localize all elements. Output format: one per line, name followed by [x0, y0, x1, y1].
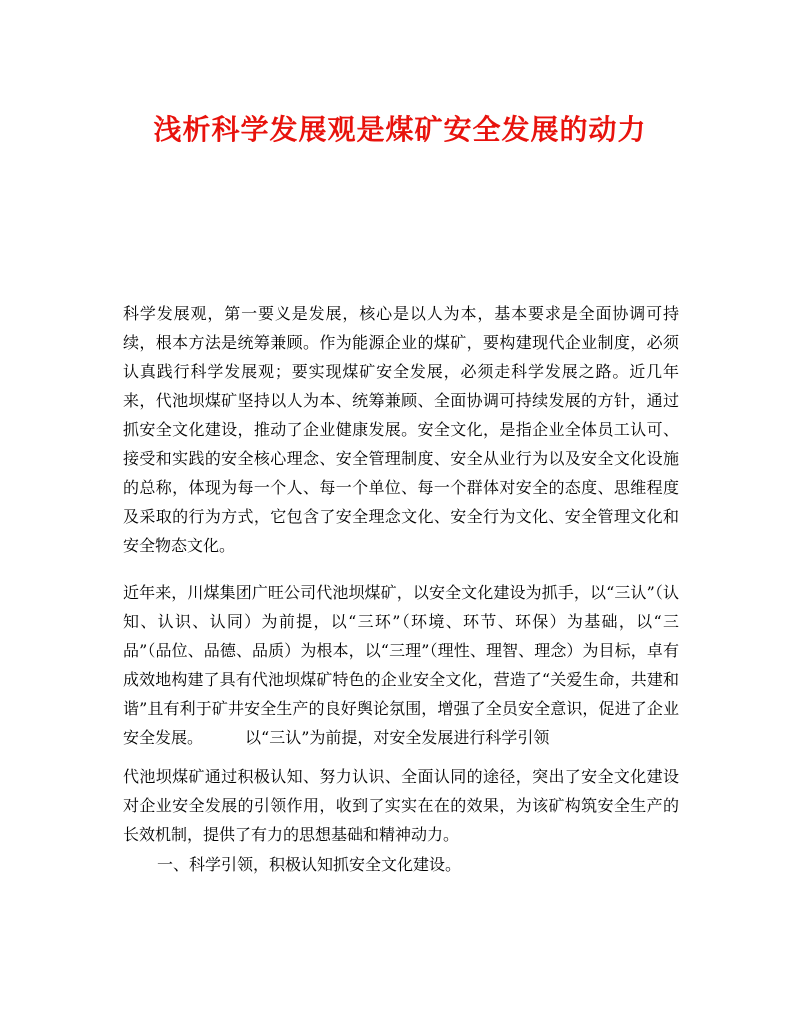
paragraph-guidance: 代池坝煤矿通过积极认知、努力认识、全面认同的途径，突出了安全文化建设对企业安全发展的引领作用，收到了实实在在的效果，为该矿构筑安全生产的长效机制，提供了有力的思想基础和精神动力。 — [123, 767, 679, 844]
paragraph-intro: 科学发展观，第一要义是发展，核心是以人为本，基本要求是全面协调可持续，根本方法是统筹兼顾。作为能源企业的煤矿，要构建现代企业制度，必须认真践行科学发展观；要实现煤矿安全发展，必须走科学发展之路。近几年来，代池坝煤矿坚持以人为本、统筹兼顾、全面协调可持续发展的方针，通过抓安全文化建设，推动了企业健康发展。安全文化，是指企业全体员工认可、接受和实践的安全核心理念、安全管理制度、安全从业行为以及安全文化设施的总称，体现为每一个人、每一个单位、每一个群体对安全的态度、思维程度及采取的行为方式，它包含了安全理念文化、安全行为文化、安全管理文化和安全物态文化。 — [123, 304, 679, 555]
paragraph-overview — [123, 578, 679, 752]
document-title: 浅析科学发展观是煤矿安全发展的动力 — [153, 113, 647, 146]
inline-heading: 以“三认”为前提，对安全发展进行科学引领 — [245, 728, 550, 747]
paragraph-overview-text: 近年来，川煤集团广旺公司代池坝煤矿，以安全文化建设为抓手，以“三认”（认知、认识、认同）为前提，以“三环”（环境、环节、环保）为基础，以“三品”（品位、品德、品质）为根本，以“三理”（理性、理智、理念）为目标，卓有成效地构建了具有代池坝煤矿特色的企业安全文化，营造了“关爱生命，共建和谐”且有利于矿井安全生产的良好舆论氛围，增强了全员安全意识，促进了企业安全发展。 — [123, 583, 679, 747]
section-heading-1: 一、科学引领，积极认知抓安全文化建设。 — [157, 855, 462, 874]
